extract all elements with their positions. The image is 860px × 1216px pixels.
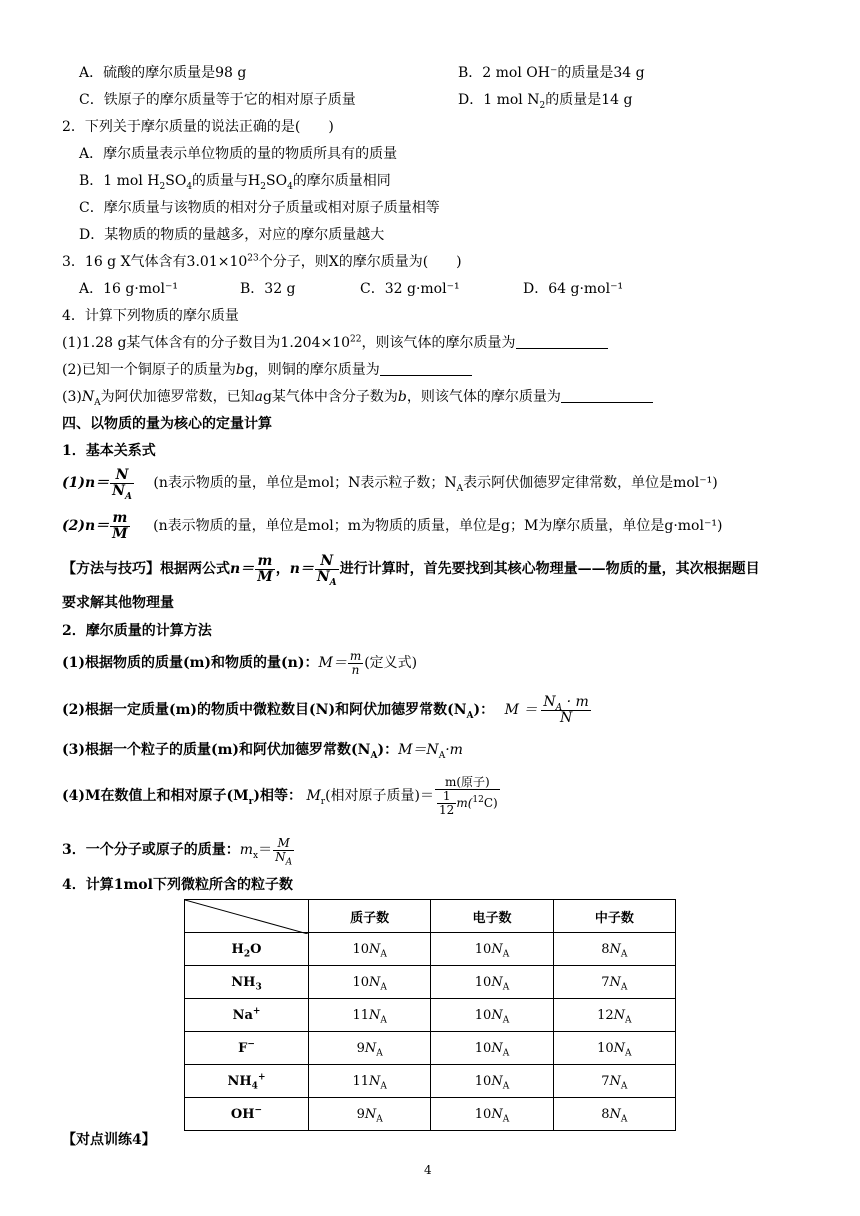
table-header-row (185, 900, 676, 933)
count-cell: $9N_A$ (309, 1098, 431, 1131)
q2-option-b: B．1 mol $H_2SO_4$的质量与$H_2SO_4$的摩尔质量相同 (79, 173, 391, 192)
fraction: $\frac{m}{n}$ (349, 648, 362, 677)
q3-option-c: C．32 g·mol⁻¹ (360, 281, 460, 297)
table-row (185, 1098, 676, 1131)
count-cell: $10N_A$ (309, 933, 431, 966)
table-row (185, 999, 676, 1032)
method-4: (4)M在数值上和相对原子$(M_r)$相等： $M_r$(相对原子质量)＝ m(原子) $\frac{1}{12}$ m($^{12}$C) (62, 774, 498, 817)
count-cell: $9N_A$ (309, 1032, 431, 1065)
count-cell: $10N_A$ (431, 1065, 553, 1098)
single-particle-mass: 3．一个分子或原子的质量：$m_x=$ $\frac{M}{N_A}$ (62, 835, 293, 867)
q2-option-a: A．摩尔质量表示单位物质的量的物质所具有的质量 (79, 146, 398, 162)
q1-option-d: D．1 mol $N_2$的质量是14 g (458, 92, 633, 111)
q4-part3: $(3)N_A$为阿伏加德罗常数，已知ag某气体中含分子数为b，则该气体的摩尔质量为 (62, 387, 653, 407)
fraction: $\frac{N}{N_A}$ (112, 466, 132, 502)
q2-option-d: D．某物质的物质的量越多，对应的摩尔质量越大 (79, 227, 385, 243)
species-cell: Na+ (185, 999, 309, 1032)
subheading-particle-count: 4．计算1mol下列微粒所含的粒子数 (62, 877, 293, 893)
q1-option-c: C．铁原子的摩尔质量等于它的相对原子质量 (79, 92, 356, 108)
column-header: 电子数 (431, 900, 553, 933)
method-tips-cont: 要求解其他物理量 (62, 595, 174, 611)
fraction: m(原子) $\frac{1}{12}$ m($^{12}$C) (435, 776, 500, 817)
species-cell: F− (185, 1032, 309, 1065)
method-1: (1)根据物质的质量(m)和物质的量(n)：M＝ $\frac{m}{n}$ (定义式) (62, 648, 418, 677)
table-body (185, 933, 676, 1131)
count-cell: $10N_A$ (553, 1032, 675, 1065)
q4-part2: (2)已知一个铜原子的质量为bg，则铜的摩尔质量为 (62, 360, 472, 380)
table-row (185, 966, 676, 999)
fraction: $\frac{M}{N_A}$ (275, 835, 293, 867)
fraction: $\frac{N_A \cdot m}{N}$ (543, 693, 589, 726)
q3-option-b: B．32 g (240, 281, 296, 297)
subheading-molar-mass-methods: 2．摩尔质量的计算方法 (62, 623, 212, 639)
count-cell: $10N_A$ (309, 966, 431, 999)
q1-option-b: B．2 mol OH⁻的质量是34 g (458, 65, 645, 81)
method-tips: 【方法与技巧】根据两公式n＝ $\frac{m}{M}$ ，n＝ $\frac{N}{N_A}$ 进行计算时，首先要找到其核心物理量——物质的量，其次根据题目 (62, 552, 760, 588)
q3-option-d: D．64 g·mol⁻¹ (523, 281, 624, 297)
method-3: (3)根据一个粒子的质量(m)和阿伏加德罗常数$(N_A)$：$M=N_A\cdot m$ (62, 742, 463, 761)
table-row (185, 1065, 676, 1098)
count-cell: $12N_A$ (553, 999, 675, 1032)
count-cell: $7N_A$ (553, 966, 675, 999)
count-cell: $10N_A$ (431, 1098, 553, 1131)
subheading-basic-relations: 1．基本关系式 (62, 443, 156, 459)
table-row (185, 933, 676, 966)
q3-stem: 3．16 g X气体含有$3.01\times 10^{23}$个分子，则X的摩尔质量为( ) (62, 253, 462, 270)
count-cell: $10N_A$ (431, 966, 553, 999)
count-cell: $11N_A$ (309, 1065, 431, 1098)
q2-stem: 2．下列关于摩尔质量的说法正确的是( ) (62, 119, 334, 135)
section-heading: 四、以物质的量为核心的定量计算 (62, 416, 272, 432)
formula-2: (2)n＝ $\frac{m}{M}$ (n表示物质的量，单位是mol；m为物质的质量，单位是g；M为摩尔质量，单位是g·mol⁻¹) (62, 509, 723, 542)
count-cell: $8N_A$ (553, 933, 675, 966)
table-row (185, 1032, 676, 1065)
fraction: $\frac{m}{M}$ (112, 509, 128, 542)
species-cell: OH− (185, 1098, 309, 1131)
diagonal-header-cell (185, 900, 309, 933)
q3-option-a: A．16 g·mol⁻¹ (79, 281, 178, 297)
column-header: 中子数 (553, 900, 675, 933)
q2-option-c: C．摩尔质量与该物质的相对分子质量或相对原子质量相等 (79, 200, 440, 216)
page-number: 4 (424, 1163, 432, 1177)
count-cell: $7N_A$ (553, 1065, 675, 1098)
fraction: $\frac{N}{N_A}$ (316, 552, 337, 588)
answer-blank[interactable] (516, 334, 608, 349)
count-cell: $10N_A$ (431, 933, 553, 966)
training-label: 【对点训练4】 (62, 1132, 156, 1148)
count-cell: $10N_A$ (431, 999, 553, 1032)
species-cell: $H_2O$ (185, 933, 309, 966)
diagonal-line (185, 900, 308, 934)
count-cell: $11N_A$ (309, 999, 431, 1032)
q4-part1: (1)1.28 g某气体含有的分子数目为$1.204\times 10^{22}$，则该气体的摩尔质量为 (62, 333, 608, 353)
count-cell: $10N_A$ (431, 1032, 553, 1065)
q1-option-a: A．硫酸的摩尔质量是98 g (79, 65, 247, 81)
answer-blank[interactable] (380, 361, 472, 376)
particle-count-table (184, 899, 676, 1131)
species-cell: $NH_4^+$ (185, 1065, 309, 1098)
column-header: 质子数 (309, 900, 431, 933)
fraction: $\frac{m}{M}$ (257, 552, 273, 585)
answer-blank[interactable] (561, 388, 653, 403)
formula-1: (1)n＝ $\frac{N}{N_A}$ (n表示物质的量，单位是mol；N表示粒子数；$N_A$表示阿伏伽德罗定律常数，单位是mol⁻¹) (62, 466, 718, 502)
species-cell: $NH_3$ (185, 966, 309, 999)
count-cell: $8N_A$ (553, 1098, 675, 1131)
q4-stem: 4．计算下列物质的摩尔质量 (62, 308, 239, 324)
method-2: (2)根据一定质量(m)的物质中微粒数目(N)和阿伏加德罗常数$(N_A)$： M ＝ $\frac{N_A \cdot m}{N}$ (62, 693, 589, 726)
